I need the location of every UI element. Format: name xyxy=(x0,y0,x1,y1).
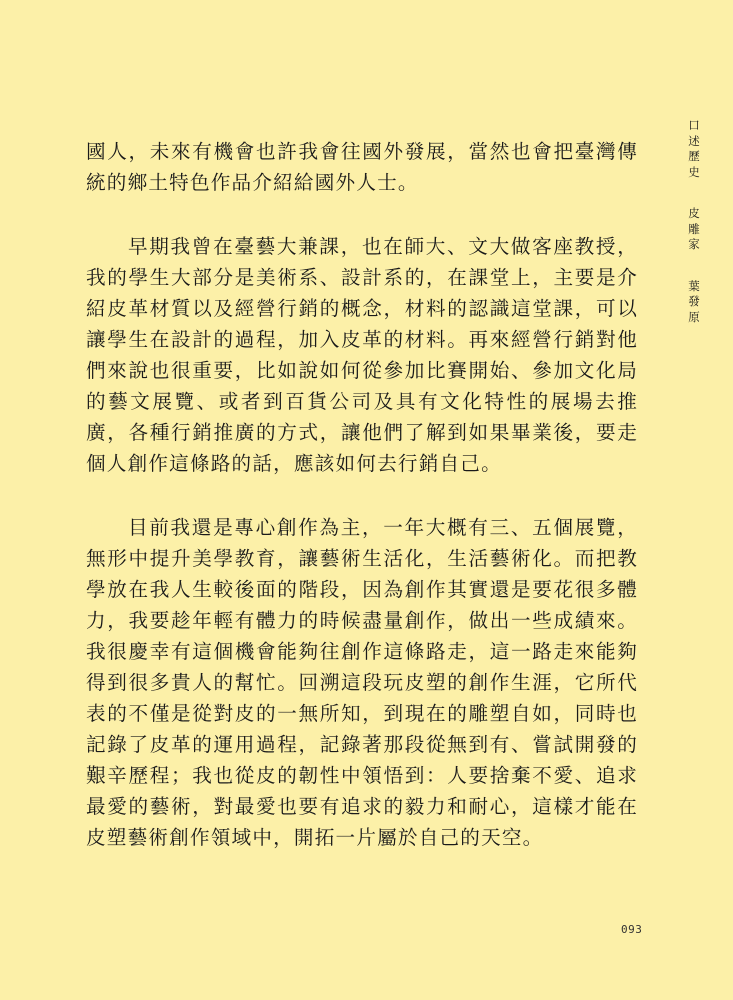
side-char: 發 xyxy=(688,294,700,308)
side-char: 家 xyxy=(688,237,700,251)
side-char: 葉 xyxy=(688,278,700,293)
paragraph-3: 目前我還是專心創作為主，一年大概有三、五個展覽，無形中提升美學教育，讓藝術生活化，生活藝術化。而把教學放在我人生較後面的階段，因為創作其實還是要花很多體力，我要趁年輕有體力的時候盡量創作，做出一些成績來。我很慶幸有這個機會能夠往創作這條路走，這一路走來能夠得到很多貴人的幫忙。回溯這段玩皮塑的創作生涯，它所代表的不僅是從對皮的一無所知，到現在的雕塑自如，同時也記錄了皮革的運用過程，記錄著那段從無到有、嘗試開發的艱辛歷程；我也從皮的韌性中領悟到：人要捨棄不愛、追求最愛的藝術，對最愛也要有追求的毅力和耐心，這樣才能在皮塑藝術創作領域中，開拓一片屬於自己的天空。 xyxy=(86,516,638,849)
page-number: 093 xyxy=(621,923,643,936)
paragraph-1: 國人，未來有機會也許我會往國外發展，當然也會把臺灣傳統的鄉土特色作品介紹給國外人士。 xyxy=(86,140,638,194)
series-title-author-name xyxy=(688,279,700,326)
side-char: 歷 xyxy=(688,149,700,163)
side-char: 原 xyxy=(688,309,700,324)
side-char: 皮 xyxy=(688,206,700,220)
series-title-oral-history xyxy=(688,118,700,180)
series-title-leather-artist xyxy=(688,206,700,253)
side-char: 述 xyxy=(688,133,700,148)
side-char: 雕 xyxy=(688,221,700,236)
paragraph-2: 早期我曾在臺藝大兼課，也在師大、文大做客座教授，我的學生大部分是美術系、設計系的，在課堂上，主要是介紹皮革材質以及經營行銷的概念，材料的認識這堂課，可以讓學生在設計的過程，加入皮革的材料。再來經營行銷對他們來說也很重要，比如說如何從參加比賽開始、參加文化局的藝文展覽、或者到百貨公司及具有文化特性的展場去推廣，各種行銷推廣的方式，讓他們了解到如果畢業後，要走個人創作這條路的話，應該如何去行銷自己。 xyxy=(86,235,638,475)
body-text xyxy=(86,136,638,886)
vertical-series-title xyxy=(684,118,704,325)
side-char: 史 xyxy=(688,164,700,179)
side-char: 口 xyxy=(688,118,700,132)
